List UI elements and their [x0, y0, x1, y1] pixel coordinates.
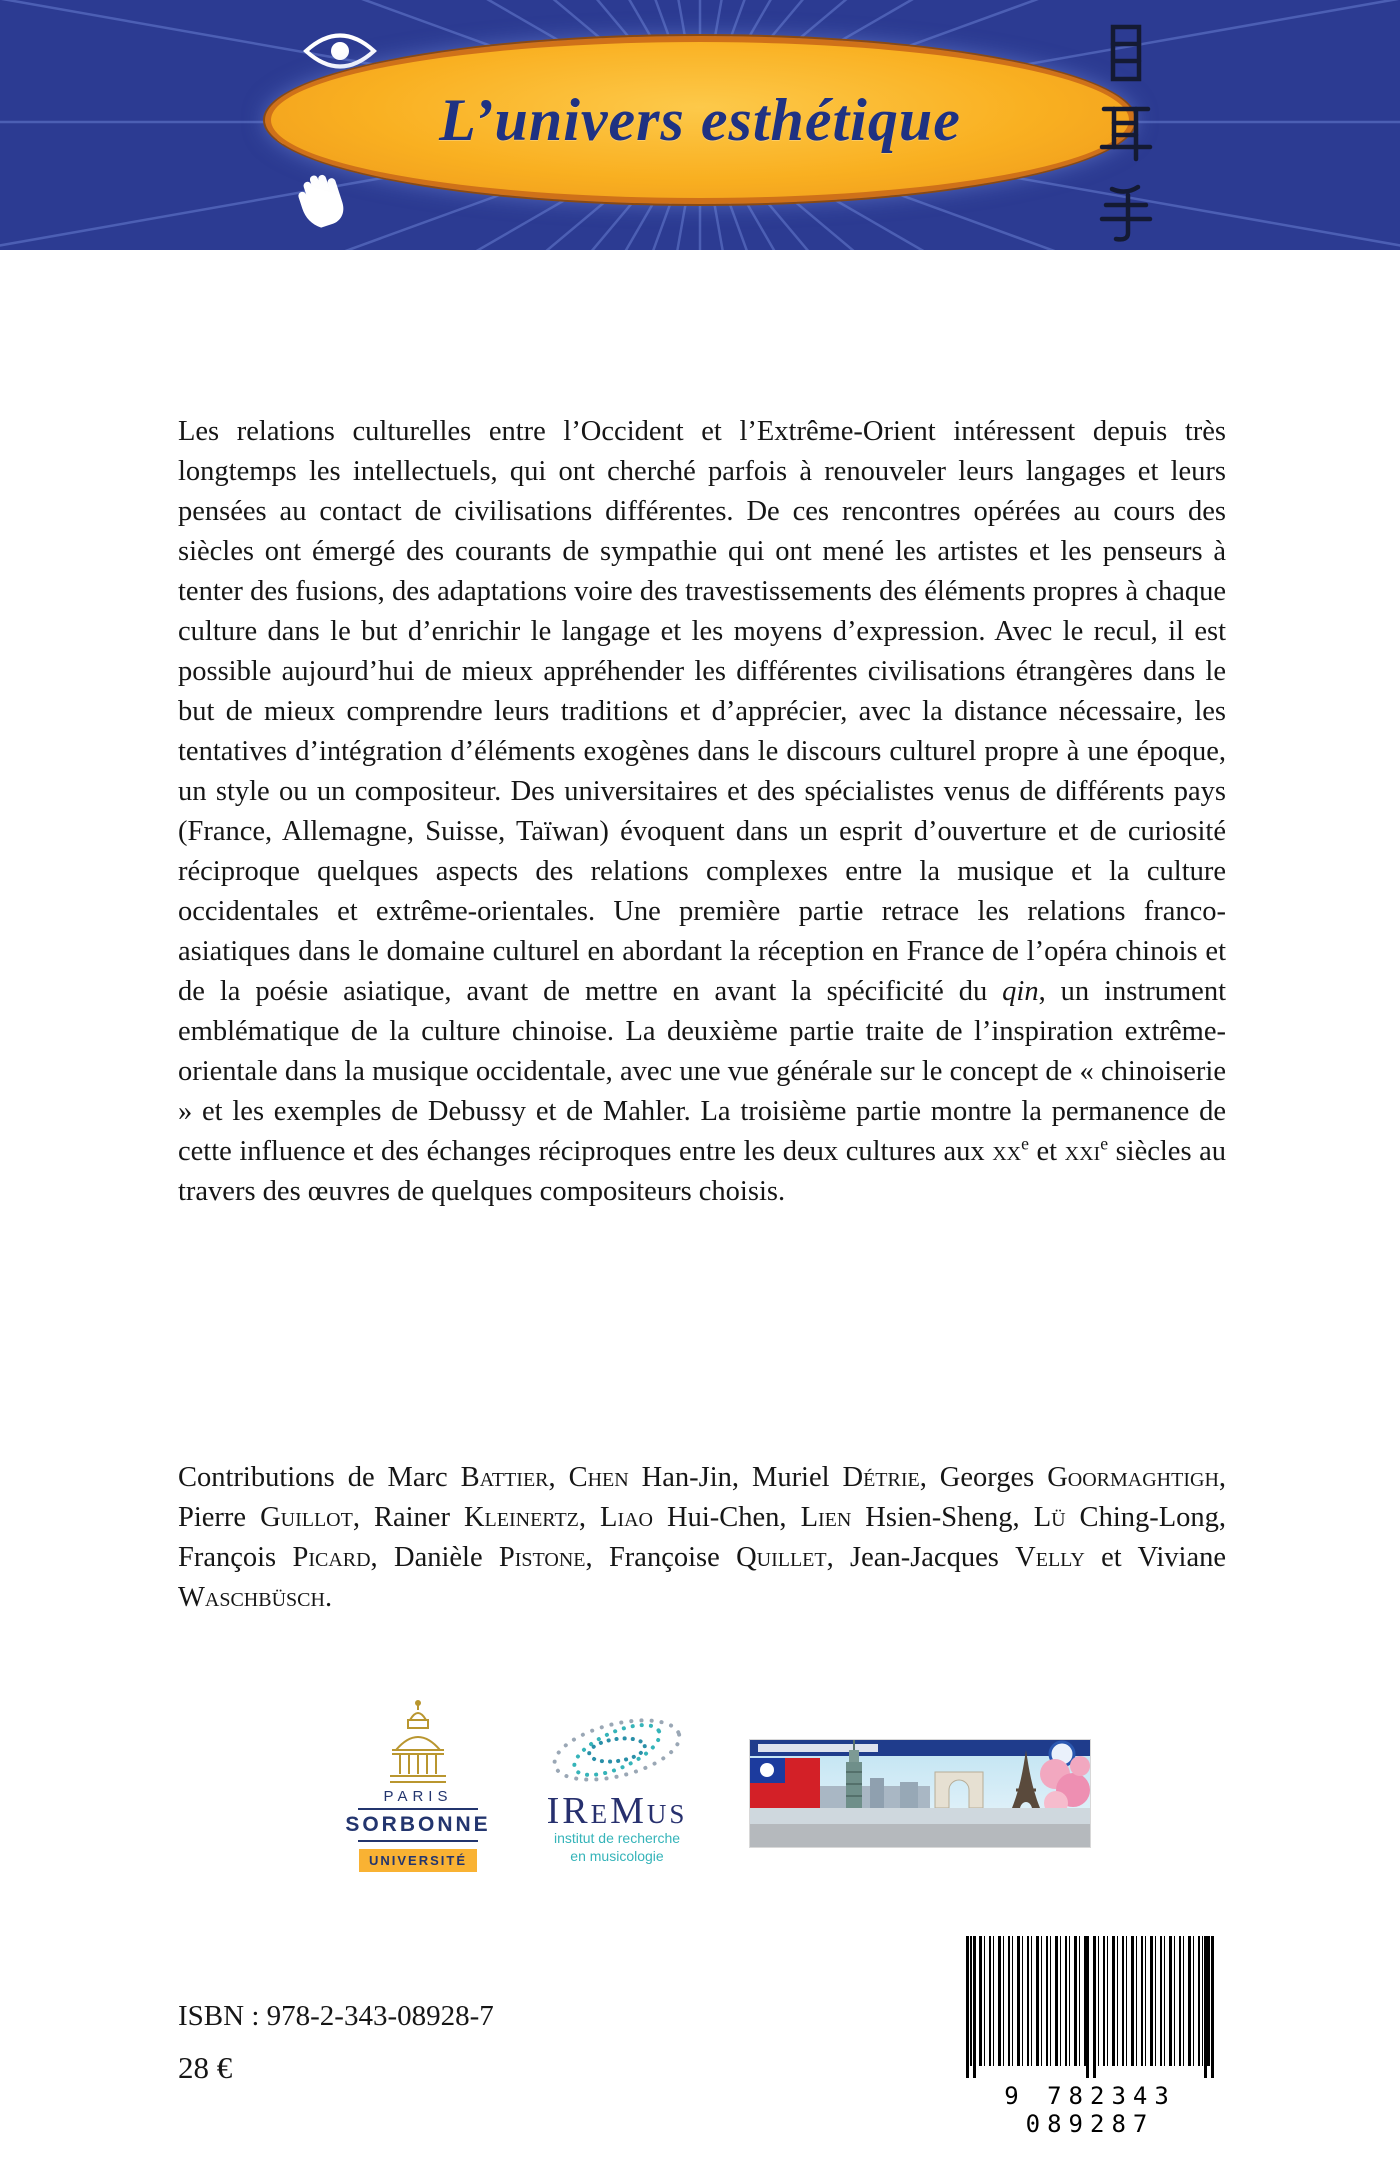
- iremus-subtitle-line2: en musicologie: [570, 1847, 664, 1864]
- sorbonne-logo: [338, 1698, 498, 1872]
- banner: [0, 0, 1400, 250]
- sorbonne-dome-icon: [378, 1698, 458, 1786]
- series-title: L’univers esthétique: [439, 86, 961, 153]
- divider: [358, 1808, 478, 1810]
- sorbonne-paris-label: PARIS: [383, 1788, 453, 1805]
- isbn-label: ISBN : 978-2-343-08928-7: [178, 2000, 494, 2032]
- series-title-ellipse: [265, 36, 1135, 204]
- barcode-guard: [1211, 1936, 1214, 2078]
- hanzi-hand-icon: [1098, 180, 1154, 246]
- barcode-guard: [1204, 1936, 1207, 2078]
- hanzi-eye-icon: [1098, 20, 1154, 86]
- barcode-guard: [1093, 1936, 1096, 2078]
- hanzi-ear-icon: [1098, 100, 1154, 166]
- iremus-subtitle-line1: institut de recherche: [553, 1830, 681, 1846]
- price-label: 28 €: [178, 2050, 233, 2085]
- barcode-guard: [966, 1936, 969, 2078]
- ean-barcode: [966, 1936, 1214, 2138]
- photo-montage-strip: [750, 1740, 1090, 1847]
- divider: [358, 1840, 478, 1842]
- iremus-logo: [512, 1706, 722, 1865]
- barcode-guard: [1086, 1936, 1089, 2078]
- barcode-digits: 9 782343 089287: [1004, 2082, 1176, 2138]
- contributors-paragraph: Contributions de Marc Battier, Chen Han-Jin, Muriel Détrie, Georges Goormaghtigh, Pierre Guillot, Rainer Kleinertz, Liao Hui-Chen, Lien Hsien-Sheng, Lü Ching-Long, François Picard, Danièle Pistone, Françoise Quillet, Jean-Jacques Velly et Viviane Waschbüsch.: [178, 1462, 1227, 1613]
- barcode-guard: [973, 1936, 976, 2078]
- iremus-wordmark: IReMus: [546, 1790, 688, 1832]
- sorbonne-universite-label: UNIVERSITÉ: [359, 1849, 477, 1872]
- sorbonne-name-label: SORBONNE: [345, 1813, 491, 1836]
- synopsis-paragraph: Les relations culturelles entre l’Occident et l’Extrême-Orient intéressent depuis très longtemps les intellectuels, qui ont cherché parfois à renouveler leurs langages et leurs pensées au contact de civilisations différentes. De ces rencontres opérées au cours des siècles ont émergé des courants de sympathie qui ont mené les artistes et les penseurs à tenter des fusions, des adaptations voire des travestissements des éléments propres à chaque culture dans le but d’enrichir le langage et les moyens d’expression. Avec le recul, il est possible aujourd’hui de mieux appréhender les différentes civilisations étrangères dans le but de mieux comprendre leurs traditions et d’apprécier, avec la distance nécessaire, les tentatives d’intégration d’éléments exogènes dans le discours culturel propre à une époque, un style ou un compositeur. Des universitaires et des spécialistes venus de différents pays (France, Allemagne, Suisse, Taïwan) évoquent dans un esprit d’ouverture et de curiosité réciproque quelques aspects des relations complexes entre la musique et la culture occidentales et extrême-orientales. Une première partie retrace les relations franco-asiatiques dans le domaine culturel en abordant la réception en France de l’opéra chinois et de la poésie asiatique, avant de mettre en avant la spécificité du qin, un instrument emblématique de la culture chinoise. La deuxième partie traite de l’inspiration extrême-orientale dans la musique occidentale, avec une vue générale sur le concept de « chinoiserie » et les exemples de Debussy et de Mahler. La troisième partie montre la permanence de cette influence et des échanges réciproques entre les deux cultures aux $xx^e$ et xxi$^e$ siècles au travers des œuvres de quelques compositeurs choisis.: [178, 416, 1227, 1207]
- hand-icon: [290, 166, 366, 228]
- iremus-swirl-icon: [537, 1706, 697, 1792]
- barcode-bars: [970, 1936, 1210, 2066]
